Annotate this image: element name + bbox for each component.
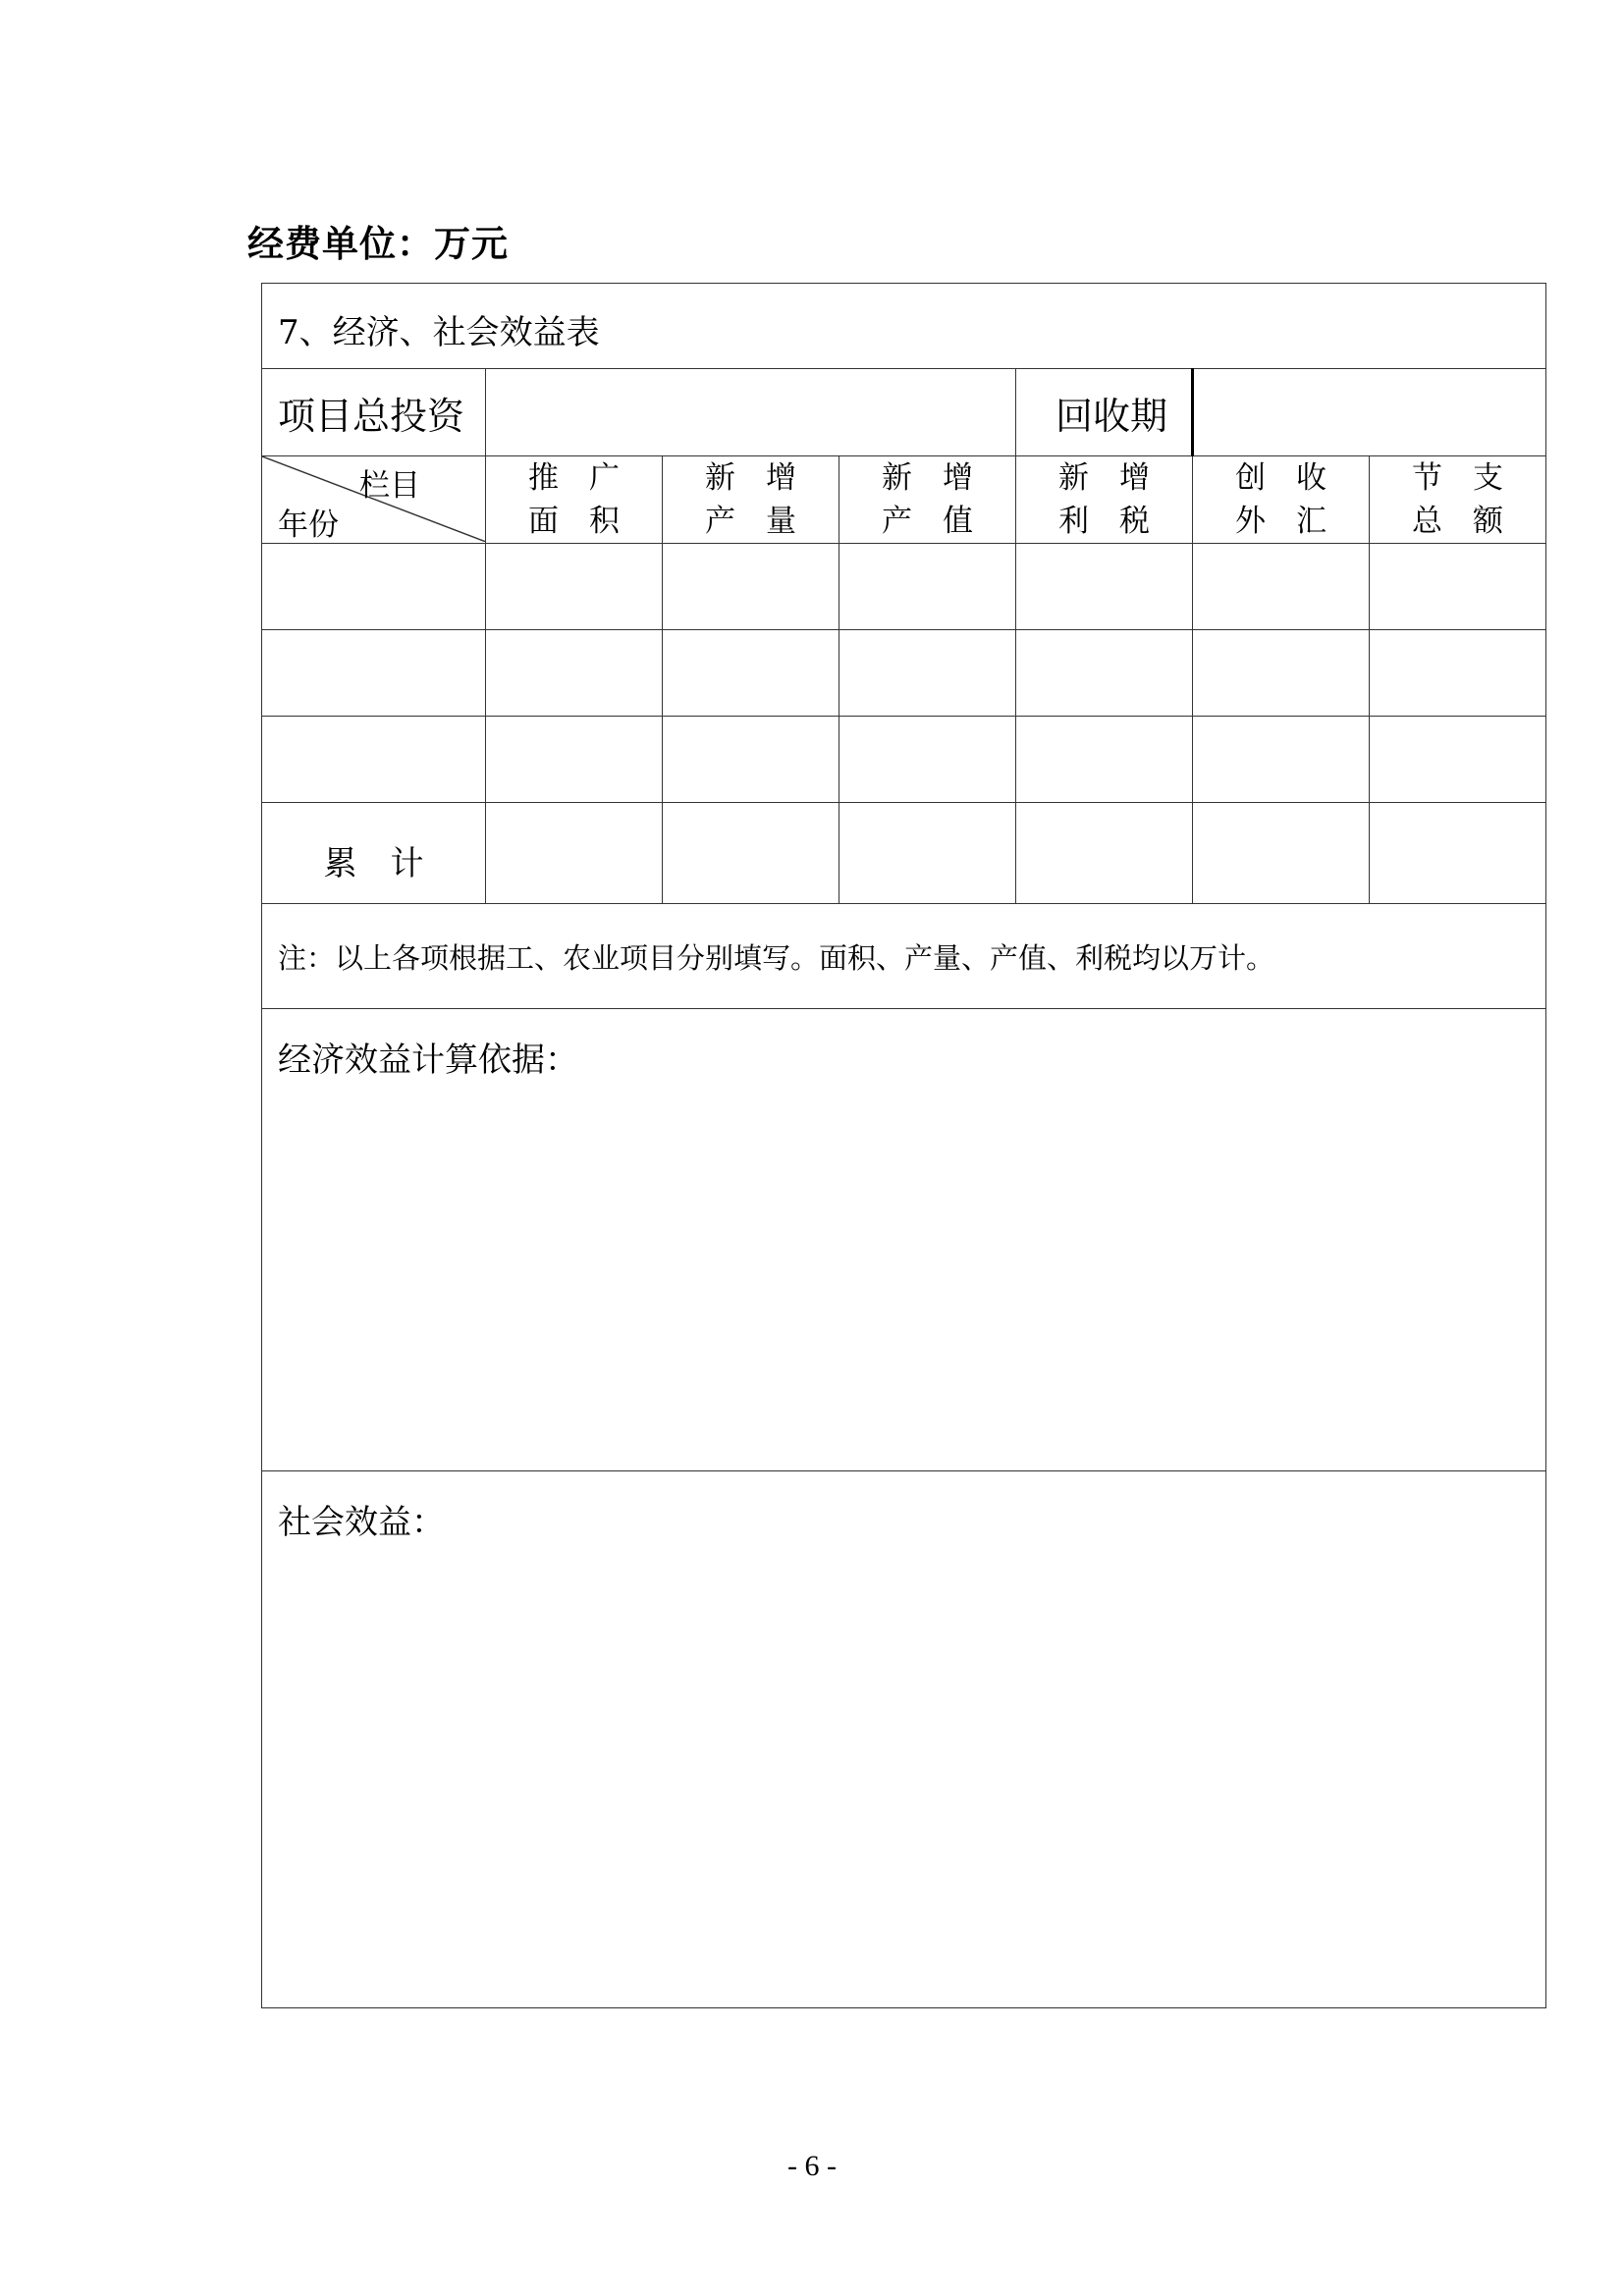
column-header: 创 收 外 汇	[1193, 456, 1370, 544]
total-cell[interactable]	[1016, 803, 1193, 904]
data-cell[interactable]	[839, 544, 1016, 630]
total-cell[interactable]	[663, 803, 839, 904]
economic-basis-section[interactable]	[262, 1009, 1546, 1471]
social-benefit-section[interactable]	[262, 1471, 1546, 2008]
corner-header-column: 栏目	[359, 468, 420, 504]
benefit-table	[261, 283, 1546, 2008]
data-cell[interactable]	[486, 544, 663, 630]
data-cell[interactable]	[1016, 717, 1193, 803]
corner-header-cell	[262, 456, 486, 544]
total-cell[interactable]	[839, 803, 1016, 904]
data-cell[interactable]	[1193, 717, 1370, 803]
column-header: 新 增 利 税	[1016, 456, 1193, 544]
data-cell[interactable]	[839, 630, 1016, 717]
column-header: 新 增 产 值	[839, 456, 1016, 544]
data-cell[interactable]	[663, 717, 839, 803]
page-number: - 6 -	[787, 2150, 837, 2182]
data-cell[interactable]	[663, 544, 839, 630]
investment-value-field[interactable]	[486, 369, 1016, 456]
total-label: 累 计	[262, 803, 486, 904]
data-cell[interactable]	[1370, 717, 1546, 803]
year-cell[interactable]	[262, 544, 486, 630]
data-cell[interactable]	[1016, 630, 1193, 717]
data-cell[interactable]	[1016, 544, 1193, 630]
total-row	[262, 803, 1546, 904]
data-cell[interactable]	[486, 717, 663, 803]
data-cell[interactable]	[1193, 630, 1370, 717]
data-cell[interactable]	[486, 630, 663, 717]
total-cell[interactable]	[1370, 803, 1546, 904]
investment-label: 项目总投资	[262, 369, 486, 456]
table-title: 7、经济、社会效益表	[278, 312, 600, 352]
data-cell[interactable]	[1370, 544, 1546, 630]
total-cell[interactable]	[1193, 803, 1370, 904]
table-note: 注：以上各项根据工、农业项目分别填写。面积、产量、产值、利税均以万计。	[262, 904, 1546, 1009]
year-cell[interactable]	[262, 717, 486, 803]
data-cell[interactable]	[1193, 544, 1370, 630]
table-row	[262, 630, 1546, 717]
fund-unit-label: 经费单位：万元	[247, 223, 509, 265]
data-cell[interactable]	[1370, 630, 1546, 717]
corner-header-year: 年份	[278, 507, 339, 543]
payback-value-field[interactable]	[1193, 369, 1546, 456]
year-cell[interactable]	[262, 630, 486, 717]
total-cell[interactable]	[486, 803, 663, 904]
column-header: 节 支 总 额	[1370, 456, 1546, 544]
data-cell[interactable]	[839, 717, 1016, 803]
economic-basis-label: 经济效益计算依据：	[278, 1041, 578, 1080]
table-row	[262, 544, 1546, 630]
table-row	[262, 717, 1546, 803]
column-header: 新 增 产 量	[663, 456, 839, 544]
data-cell[interactable]	[663, 630, 839, 717]
social-benefit-label: 社会效益：	[278, 1503, 445, 1542]
payback-label: 回收期	[1016, 369, 1193, 456]
column-header: 推 广 面 积	[486, 456, 663, 544]
table-title-cell	[262, 284, 1546, 369]
